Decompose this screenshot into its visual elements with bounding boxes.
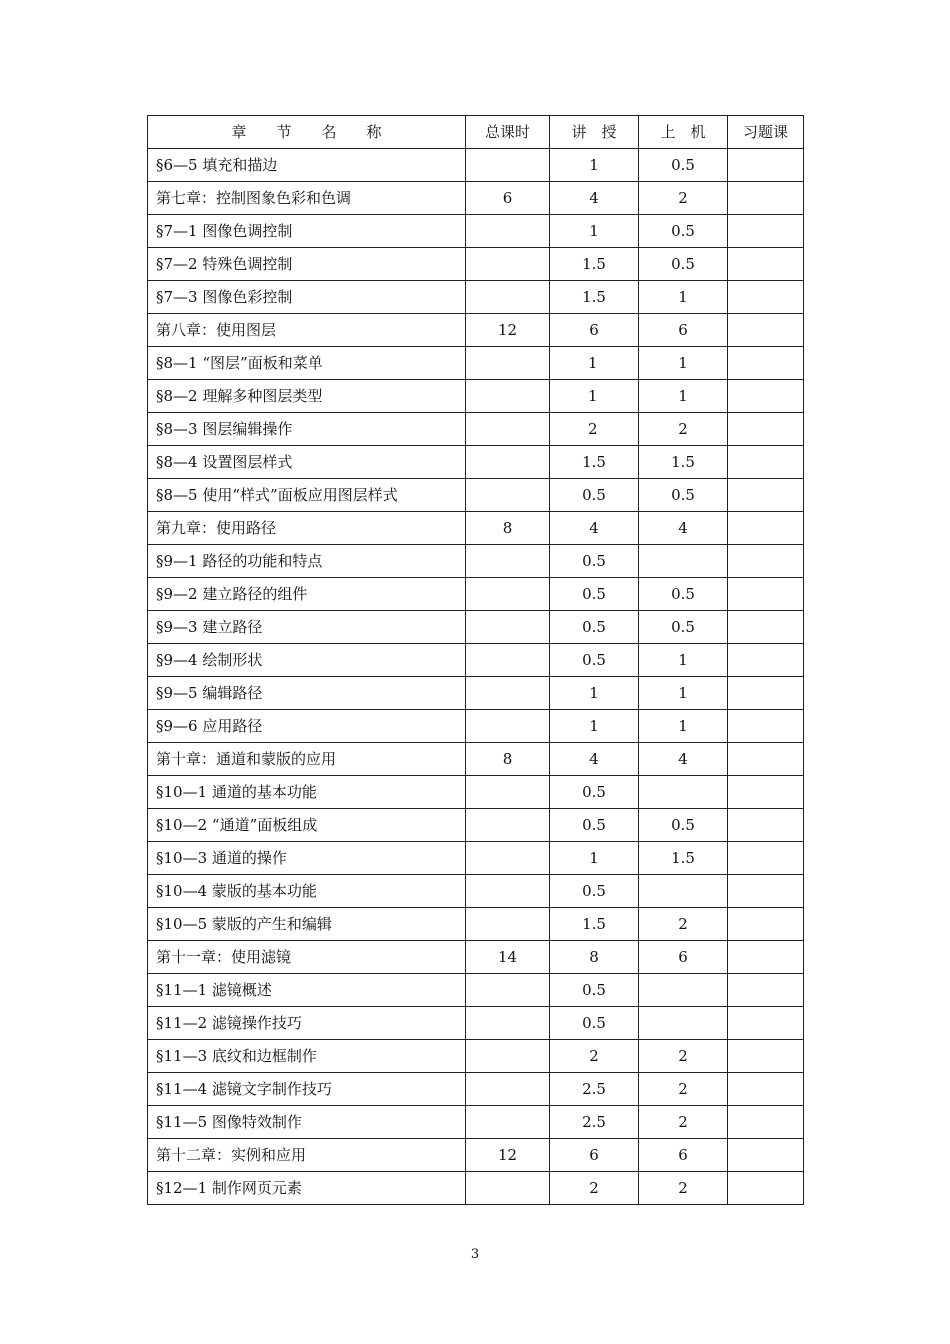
chapter-name-cell: §9—3 建立路径 [148,611,466,644]
total-hours-cell [466,545,550,578]
total-hours-cell [466,479,550,512]
lab-hours-cell: 0.5 [639,248,728,281]
chapter-name-cell: §8—3 图层编辑操作 [148,413,466,446]
lab-hours-cell: 2 [639,1172,728,1205]
chapter-name-cell: §9—1 路径的功能和特点 [148,545,466,578]
table-row [148,182,804,215]
lab-hours-cell: 2 [639,908,728,941]
lab-hours-cell: 0.5 [639,611,728,644]
table-row [148,842,804,875]
lecture-hours-cell: 2.5 [550,1106,639,1139]
table-row [148,413,804,446]
lab-hours-cell: 0.5 [639,215,728,248]
lab-hours-cell: 1.5 [639,446,728,479]
lab-hours-cell: 6 [639,1139,728,1172]
lab-hours-cell: 1.5 [639,842,728,875]
exercise-hours-cell [728,149,804,182]
chapter-name-cell: §10—3 通道的操作 [148,842,466,875]
total-hours-cell: 12 [466,1139,550,1172]
chapter-name-cell: §10—1 通道的基本功能 [148,776,466,809]
lab-hours-cell: 6 [639,314,728,347]
total-hours-cell [466,380,550,413]
table-row [148,1106,804,1139]
lecture-hours-cell: 4 [550,743,639,776]
table-row [148,1073,804,1106]
lecture-hours-cell: 0.5 [550,875,639,908]
lab-hours-cell: 4 [639,743,728,776]
exercise-hours-cell [728,941,804,974]
total-hours-cell [466,776,550,809]
table-row [148,281,804,314]
chapter-name-cell: §11—4 滤镜文字制作技巧 [148,1073,466,1106]
table-row [148,479,804,512]
exercise-hours-cell [728,578,804,611]
table-row [148,1007,804,1040]
exercise-hours-cell [728,1106,804,1139]
lecture-hours-cell: 1.5 [550,281,639,314]
chapter-name-cell: §8—1 “图层”面板和菜单 [148,347,466,380]
chapter-name-cell: §8—2 理解多种图层类型 [148,380,466,413]
exercise-hours-cell [728,1040,804,1073]
lab-hours-cell: 1 [639,677,728,710]
lecture-hours-cell: 1 [550,149,639,182]
chapter-name-cell: §10—5 蒙版的产生和编辑 [148,908,466,941]
chapter-name-cell: §8—4 设置图层样式 [148,446,466,479]
header-chapter-name: 章 节 名 称 [148,116,466,149]
header-exercise: 习题课 [728,116,804,149]
total-hours-cell [466,446,550,479]
lab-hours-cell: 4 [639,512,728,545]
chapter-name-cell: §9—5 编辑路径 [148,677,466,710]
total-hours-cell [466,413,550,446]
lecture-hours-cell: 1.5 [550,248,639,281]
total-hours-cell [466,677,550,710]
chapter-name-cell: §6—5 填充和描边 [148,149,466,182]
chapter-name-cell: §9—2 建立路径的组件 [148,578,466,611]
total-hours-cell [466,1172,550,1205]
lab-hours-cell: 1 [639,380,728,413]
lecture-hours-cell: 1 [550,677,639,710]
exercise-hours-cell [728,710,804,743]
table-row [148,908,804,941]
total-hours-cell [466,875,550,908]
chapter-name-cell: 第十二章：实例和应用 [148,1139,466,1172]
table-row [148,776,804,809]
table-row [148,1139,804,1172]
lecture-hours-cell: 1.5 [550,446,639,479]
lecture-hours-cell: 2 [550,1040,639,1073]
chapter-name-cell: §12—1 制作网页元素 [148,1172,466,1205]
exercise-hours-cell [728,1007,804,1040]
table-row [148,545,804,578]
lecture-hours-cell: 1 [550,710,639,743]
lecture-hours-cell: 1 [550,380,639,413]
lecture-hours-cell: 1.5 [550,908,639,941]
exercise-hours-cell [728,908,804,941]
lab-hours-cell: 6 [639,941,728,974]
exercise-hours-cell [728,776,804,809]
table-row [148,512,804,545]
lecture-hours-cell: 0.5 [550,809,639,842]
lecture-hours-cell: 0.5 [550,479,639,512]
exercise-hours-cell [728,479,804,512]
lecture-hours-cell: 0.5 [550,578,639,611]
total-hours-cell [466,974,550,1007]
table-row [148,710,804,743]
table-row [148,644,804,677]
table-row [148,347,804,380]
lecture-hours-cell: 0.5 [550,1007,639,1040]
exercise-hours-cell [728,215,804,248]
exercise-hours-cell [728,875,804,908]
total-hours-cell [466,1073,550,1106]
exercise-hours-cell [728,314,804,347]
exercise-hours-cell [728,545,804,578]
chapter-name-cell: §11—5 图像特效制作 [148,1106,466,1139]
lab-hours-cell: 1 [639,644,728,677]
exercise-hours-cell [728,248,804,281]
exercise-hours-cell [728,974,804,1007]
lab-hours-cell: 0.5 [639,149,728,182]
exercise-hours-cell [728,1172,804,1205]
table-body [148,149,804,1205]
exercise-hours-cell [728,413,804,446]
exercise-hours-cell [728,743,804,776]
lab-hours-cell: 2 [639,1106,728,1139]
chapter-name-cell: §7—1 图像色调控制 [148,215,466,248]
table-row [148,611,804,644]
exercise-hours-cell [728,1139,804,1172]
table-row [148,677,804,710]
table-row [148,974,804,1007]
lab-hours-cell: 2 [639,1040,728,1073]
chapter-name-cell: §10—4 蒙版的基本功能 [148,875,466,908]
chapter-name-cell: §9—4 绘制形状 [148,644,466,677]
table-row [148,1040,804,1073]
lecture-hours-cell: 0.5 [550,545,639,578]
chapter-name-cell: §10—2 “通道”面板组成 [148,809,466,842]
total-hours-cell [466,215,550,248]
chapter-name-cell: 第九章：使用路径 [148,512,466,545]
total-hours-cell [466,908,550,941]
lab-hours-cell: 0.5 [639,809,728,842]
lab-hours-cell: 2 [639,1073,728,1106]
lecture-hours-cell: 2.5 [550,1073,639,1106]
table-row [148,248,804,281]
exercise-hours-cell [728,512,804,545]
header-total-hours: 总课时 [466,116,550,149]
exercise-hours-cell [728,644,804,677]
lab-hours-cell [639,974,728,1007]
lecture-hours-cell: 6 [550,1139,639,1172]
total-hours-cell [466,578,550,611]
exercise-hours-cell [728,380,804,413]
exercise-hours-cell [728,347,804,380]
chapter-name-cell: 第十章：通道和蒙版的应用 [148,743,466,776]
lecture-hours-cell: 0.5 [550,611,639,644]
lab-hours-cell [639,545,728,578]
total-hours-cell [466,281,550,314]
page-number: 3 [470,1247,480,1262]
exercise-hours-cell [728,842,804,875]
chapter-name-cell: §7—2 特殊色调控制 [148,248,466,281]
chapter-name-cell: 第十一章：使用滤镜 [148,941,466,974]
lab-hours-cell: 1 [639,347,728,380]
table-row [148,1172,804,1205]
lab-hours-cell: 2 [639,182,728,215]
total-hours-cell: 6 [466,182,550,215]
table-row [148,380,804,413]
lab-hours-cell [639,776,728,809]
lab-hours-cell: 1 [639,710,728,743]
exercise-hours-cell [728,446,804,479]
chapter-name-cell: §8—5 使用“样式”面板应用图层样式 [148,479,466,512]
exercise-hours-cell [728,611,804,644]
total-hours-cell [466,149,550,182]
exercise-hours-cell [728,677,804,710]
lab-hours-cell: 0.5 [639,479,728,512]
chapter-name-cell: §9—6 应用路径 [148,710,466,743]
chapter-name-cell: 第八章：使用图层 [148,314,466,347]
total-hours-cell: 14 [466,941,550,974]
chapter-name-cell: §11—1 滤镜概述 [148,974,466,1007]
lecture-hours-cell: 6 [550,314,639,347]
total-hours-cell [466,347,550,380]
total-hours-cell [466,809,550,842]
course-hours-table [147,115,804,1205]
total-hours-cell [466,644,550,677]
chapter-name-cell: 第七章：控制图象色彩和色调 [148,182,466,215]
total-hours-cell [466,1007,550,1040]
table-row [148,149,804,182]
table-row [148,314,804,347]
lecture-hours-cell: 1 [550,842,639,875]
total-hours-cell [466,842,550,875]
header-lab: 上 机 [639,116,728,149]
lab-hours-cell: 2 [639,413,728,446]
lecture-hours-cell: 8 [550,941,639,974]
chapter-name-cell: §11—2 滤镜操作技巧 [148,1007,466,1040]
total-hours-cell: 8 [466,743,550,776]
table-row [148,578,804,611]
exercise-hours-cell [728,182,804,215]
total-hours-cell [466,611,550,644]
total-hours-cell [466,1106,550,1139]
exercise-hours-cell [728,809,804,842]
total-hours-cell [466,248,550,281]
lecture-hours-cell: 0.5 [550,776,639,809]
table-row [148,809,804,842]
chapter-name-cell: §11—3 底纹和边框制作 [148,1040,466,1073]
lecture-hours-cell: 2 [550,1172,639,1205]
exercise-hours-cell [728,281,804,314]
table-row [148,941,804,974]
table-row [148,446,804,479]
lecture-hours-cell: 2 [550,413,639,446]
table-row [148,875,804,908]
total-hours-cell [466,710,550,743]
table-header-row [148,116,804,149]
lab-hours-cell [639,1007,728,1040]
chapter-name-cell: §7—3 图像色彩控制 [148,281,466,314]
lecture-hours-cell: 4 [550,182,639,215]
lab-hours-cell [639,875,728,908]
total-hours-cell [466,1040,550,1073]
lab-hours-cell: 0.5 [639,578,728,611]
table-row [148,743,804,776]
header-lecture: 讲 授 [550,116,639,149]
lecture-hours-cell: 1 [550,347,639,380]
table-row [148,215,804,248]
exercise-hours-cell [728,1073,804,1106]
lab-hours-cell: 1 [639,281,728,314]
lecture-hours-cell: 4 [550,512,639,545]
lecture-hours-cell: 0.5 [550,974,639,1007]
lecture-hours-cell: 0.5 [550,644,639,677]
lecture-hours-cell: 1 [550,215,639,248]
total-hours-cell: 12 [466,314,550,347]
total-hours-cell: 8 [466,512,550,545]
